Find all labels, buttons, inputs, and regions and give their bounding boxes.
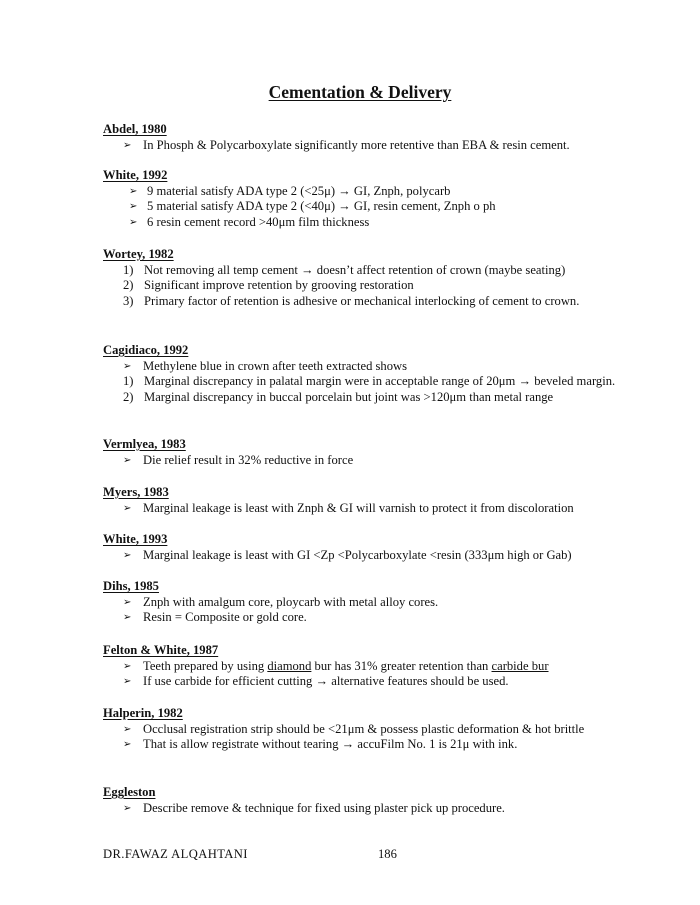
arrow-bullet-icon: ➢ xyxy=(123,739,132,750)
list-item-text: Primary factor of retention is adhesive or mechanical interlocking of cement to crown. xyxy=(144,293,580,308)
list-item-text: Not removing all temp cement → doesn’t affect retention of crown (maybe seating) xyxy=(144,262,566,277)
arrow-bullet-icon: ➢ xyxy=(123,612,132,623)
section-vermlyea-1983 xyxy=(103,437,663,468)
section-dihs-1985 xyxy=(103,579,663,626)
list-item-text: Marginal discrepancy in palatal margin were in acceptable range of 20μm → beveled margin. xyxy=(144,374,616,388)
list-item-text: In Phosph & Polycarboxylate significantly more retentive than EBA & resin cement. xyxy=(143,137,570,152)
arrow-bullet-icon: ➢ xyxy=(123,139,132,151)
list-number: 1) xyxy=(123,374,134,388)
list-item xyxy=(103,215,663,231)
list-item xyxy=(103,359,663,375)
list-item xyxy=(103,453,663,469)
section-heading: Cagidiaco, 1992 xyxy=(103,343,189,357)
arrow-bullet-icon: ➢ xyxy=(123,502,132,514)
list-item-text xyxy=(143,659,663,675)
list-item-text: If use carbide for efficient cutting → alternative features should be used. xyxy=(143,674,509,688)
footer-author: DR.FAWAZ ALQAHTANI xyxy=(103,847,248,861)
section-white-1993 xyxy=(103,532,663,563)
text-segment: Teeth prepared by using xyxy=(143,658,268,673)
section-eggleston xyxy=(103,785,663,816)
list-item-text: Methylene blue in crown after teeth extracted shows xyxy=(143,358,408,373)
arrow-bullet-icon: ➢ xyxy=(123,660,132,672)
page-number: 186 xyxy=(378,847,397,861)
arrow-bullet-icon: ➢ xyxy=(129,201,138,212)
list-item xyxy=(103,548,663,564)
section-felton-white-1987 xyxy=(103,643,663,690)
section-heading: White, 1993 xyxy=(103,532,168,546)
arrow-bullet-icon: ➢ xyxy=(123,676,132,687)
section-myers-1983 xyxy=(103,485,663,516)
list-item-text: 6 resin cement record >40μm film thickness xyxy=(147,214,370,229)
arrow-bullet-icon: ➢ xyxy=(123,723,132,735)
page-title: Cementation & Delivery xyxy=(268,82,452,102)
list-item xyxy=(103,595,663,611)
list-item-text: Describe remove & technique for fixed using plaster pick up procedure. xyxy=(143,800,505,815)
arrow-bullet-icon: ➢ xyxy=(123,454,132,466)
list-item xyxy=(103,278,663,294)
section-halperin-1982 xyxy=(103,706,663,753)
list-item-text: Significant improve retention by grooving restoration xyxy=(144,278,414,292)
list-item-text: Occlusal registration strip should be <21μm & possess plastic deformation & hot brittle xyxy=(143,721,585,736)
list-item-text: Marginal discrepancy in buccal porcelain but joint was >120μm than metal range xyxy=(144,389,554,404)
list-item xyxy=(103,801,663,817)
list-item-text: Die relief result in 32% reductive in force xyxy=(143,452,354,467)
list-number: 1) xyxy=(123,262,134,277)
section-heading: Felton & White, 1987 xyxy=(103,643,219,657)
list-number: 2) xyxy=(123,389,134,404)
section-heading: Myers, 1983 xyxy=(103,485,169,499)
underlined-term: diamond xyxy=(267,658,312,673)
section-heading: Abdel, 1980 xyxy=(103,122,167,136)
list-item xyxy=(103,138,663,154)
list-item-text: 9 material satisfy ADA type 2 (<25μ) → GI, Znph, polycarb xyxy=(147,183,451,198)
section-heading: Dihs, 1985 xyxy=(103,579,159,593)
list-item-text: Znph with amalgum core, ploycarb with metal alloy cores. xyxy=(143,594,439,609)
underlined-term: carbide bur xyxy=(491,658,549,673)
list-item xyxy=(103,610,663,626)
section-heading: Vermlyea, 1983 xyxy=(103,437,186,451)
list-item-text: 5 material satisfy ADA type 2 (<40μ) → GI, resin cement, Znph o ph xyxy=(147,199,496,213)
section-wortey-1982 xyxy=(103,247,663,309)
section-heading: Halperin, 1982 xyxy=(103,706,183,720)
section-heading: White, 1992 xyxy=(103,168,168,182)
arrow-bullet-icon: ➢ xyxy=(129,216,138,228)
list-item-text: Marginal leakage is least with GI <Zp <Polycarboxylate <resin (333μm high or Gab) xyxy=(143,547,572,562)
list-item xyxy=(103,294,663,310)
list-item xyxy=(103,722,663,738)
list-item xyxy=(103,390,663,406)
arrow-bullet-icon: ➢ xyxy=(129,185,138,197)
arrow-bullet-icon: ➢ xyxy=(123,802,132,814)
text-segment: bur has 31% greater retention than xyxy=(311,658,492,673)
list-item xyxy=(103,737,663,753)
section-heading: Eggleston xyxy=(103,785,156,799)
section-white-1992 xyxy=(103,168,663,230)
list-number: 2) xyxy=(123,278,134,292)
section-heading: Wortey, 1982 xyxy=(103,247,174,261)
arrow-bullet-icon: ➢ xyxy=(123,360,132,372)
list-number: 3) xyxy=(123,293,134,308)
list-item xyxy=(103,674,663,690)
list-item-text: Resin = Composite or gold core. xyxy=(143,610,307,624)
list-item xyxy=(103,199,663,215)
list-item xyxy=(103,263,663,279)
list-item-text: Marginal leakage is least with Znph & GI will varnish to protect it from discoloration xyxy=(143,500,574,515)
section-cagidiaco-1992 xyxy=(103,343,663,405)
section-abdel-1980 xyxy=(103,122,663,153)
list-item-text: That is allow registrate without tearing → accuFilm No. 1 is 21μ with ink. xyxy=(143,737,518,751)
list-item xyxy=(103,501,663,517)
arrow-bullet-icon: ➢ xyxy=(123,596,132,608)
list-item xyxy=(103,659,663,675)
list-item xyxy=(103,374,663,390)
list-item xyxy=(103,184,663,200)
arrow-bullet-icon: ➢ xyxy=(123,549,132,561)
